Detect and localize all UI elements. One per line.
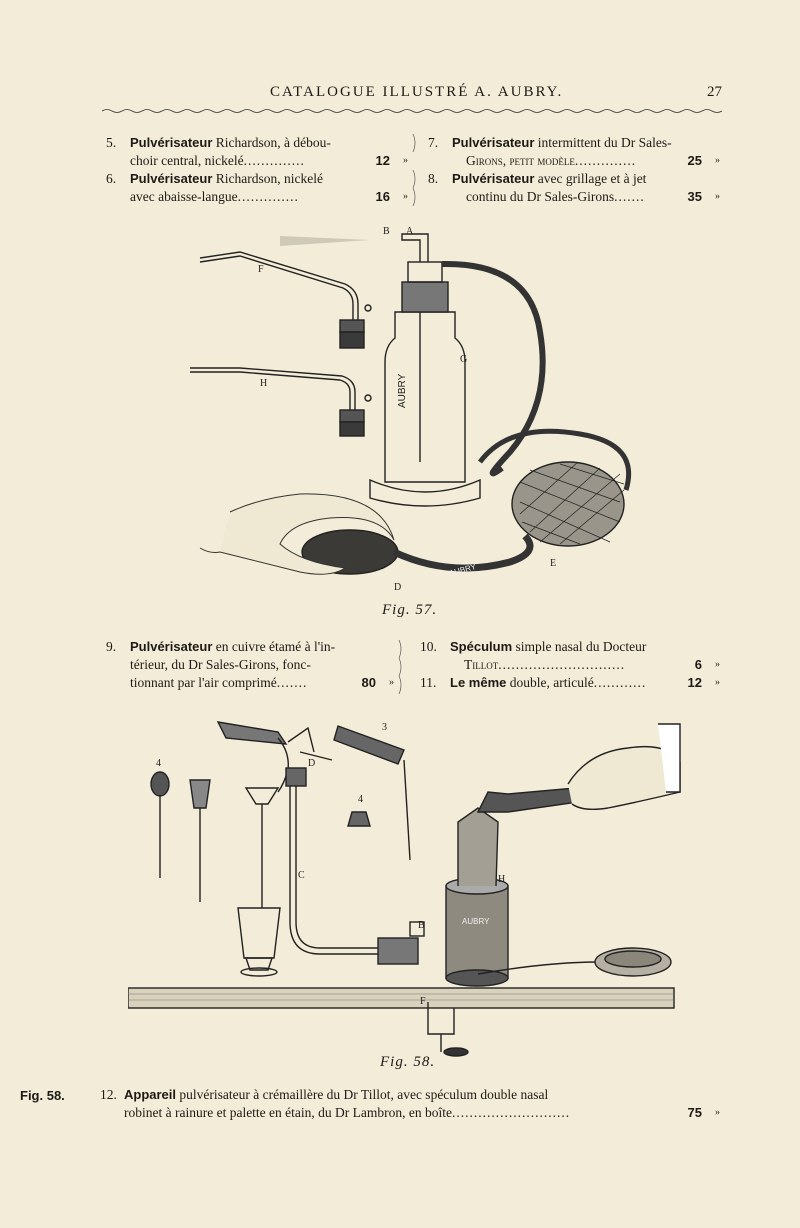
price-unit: » <box>403 191 408 202</box>
entry-desc: avec grillage et à jet <box>534 171 647 186</box>
entry-desc: Tillot <box>464 657 499 672</box>
entry-name: Appareil <box>124 1087 177 1102</box>
catalogue-entry-9-line3: tionnant par l'air comprimé....... 80 » <box>130 675 394 690</box>
figure-57-caption: Fig. 57. <box>382 602 438 618</box>
entry-name: Spéculum <box>450 639 513 654</box>
label-d: D <box>308 758 316 769</box>
entry-number: 8. <box>428 171 439 186</box>
entry-desc: avec abaisse-langue <box>130 189 238 204</box>
entries-block3 <box>100 1086 720 1122</box>
label-d: D <box>394 582 402 593</box>
entries-block1-right <box>428 134 720 206</box>
entry-number: 6. <box>106 171 117 186</box>
catalogue-entry-8 <box>428 170 720 188</box>
catalogue-entry-7 <box>428 134 720 152</box>
catalogue-entry-6-line2: avec abaisse-langue.............. 16 » <box>130 189 408 204</box>
entry-price: 25 <box>687 153 702 168</box>
entry-desc: double, articulé <box>506 675 594 690</box>
entry-price: 35 <box>687 189 702 204</box>
entry-desc: pulvérisateur à crémaillère du Dr Tillot, avec spéculum double nasal <box>176 1087 549 1102</box>
label-b: B <box>383 226 390 237</box>
entry-desc: robinet à rainure et palette en étain, du Dr Lambron, en boîte <box>124 1105 452 1120</box>
catalogue-entry-10-line2: Tillot............................. 6 » <box>464 657 720 672</box>
catalogue-entry-9 <box>106 638 394 656</box>
entry-desc: Richardson, à débou- <box>212 135 331 150</box>
entry-desc: tionnant par l'air comprimé <box>130 675 277 690</box>
label-e: E <box>550 558 557 569</box>
catalogue-entry-10 <box>420 638 720 656</box>
entry-price: 12 <box>375 153 390 168</box>
entry-price: 16 <box>375 189 390 204</box>
label-h: H <box>498 874 506 885</box>
entry-desc: en cuivre étamé à l'in- <box>212 639 336 654</box>
entry-number: 10. <box>420 639 437 654</box>
label-b: B <box>418 920 425 931</box>
entry-desc: choir central, nickelé <box>130 153 244 168</box>
catalogue-entry-9-line2 <box>106 656 394 674</box>
label-4-left: 4 <box>156 758 161 769</box>
entry-name: Pulvérisateur <box>130 639 213 654</box>
catalogue-entry-12-line2: robinet à rainure et palette en étain, du Dr Lambron, en boîte........................... 75 » <box>124 1105 720 1120</box>
label-f: F <box>258 264 264 275</box>
entry-name: Pulvérisateur <box>452 135 535 150</box>
label-c: C <box>298 870 305 881</box>
catalogue-entry-5-line2: choir central, nickelé.............. 12 » <box>130 153 408 168</box>
entry-price: 75 <box>687 1105 702 1120</box>
price-unit: » <box>715 677 720 688</box>
entry-price: 12 <box>687 675 702 690</box>
price-unit: » <box>715 1107 720 1118</box>
entry-number: 7. <box>428 135 439 150</box>
price-unit: » <box>715 155 720 166</box>
cylinder-brand-mark: AUBRY <box>462 917 490 926</box>
label-3: 3 <box>382 722 387 733</box>
figure-58-caption: Fig. 58. <box>380 1054 436 1070</box>
entry-desc: continu du Dr Sales-Girons <box>466 189 615 204</box>
side-figure-label: Fig. 58. <box>20 1088 65 1103</box>
catalogue-entry-6 <box>106 170 408 188</box>
catalogue-entry-5 <box>106 134 408 152</box>
figure-57-illustration <box>180 222 650 594</box>
entry-price: 80 <box>361 675 376 690</box>
price-unit: » <box>715 191 720 202</box>
label-h: H <box>260 378 268 389</box>
page-number: 27 <box>707 84 722 100</box>
entry-name: Le même <box>450 675 507 690</box>
price-unit: » <box>389 677 394 688</box>
entry-desc: simple nasal du Docteur <box>512 639 647 654</box>
figure-58-illustration <box>128 712 688 1058</box>
entries-block1-left <box>106 134 408 206</box>
entry-number: 12. <box>100 1087 117 1102</box>
label-f: F <box>420 996 426 1007</box>
entries-block2-left <box>106 638 394 692</box>
entry-name: Pulvérisateur <box>130 135 213 150</box>
catalogue-entry-12 <box>100 1086 720 1104</box>
entry-desc: Girons, petit modèle <box>466 153 575 168</box>
entry-name: Pulvérisateur <box>130 171 213 186</box>
catalogue-title: CATALOGUE ILLUSTRÉ A. AUBRY. <box>270 84 564 100</box>
tube-brand-mark: AUBRY <box>448 562 478 578</box>
price-unit: » <box>403 155 408 166</box>
brace-divider <box>410 134 420 206</box>
label-4-right: 4 <box>358 794 363 805</box>
brace-divider <box>396 640 406 694</box>
price-unit: » <box>715 659 720 670</box>
catalogue-entry-8-line2: continu du Dr Sales-Girons....... 35 » <box>466 189 720 204</box>
entry-number: 11. <box>420 675 437 690</box>
label-g: G <box>460 354 468 365</box>
entry-desc: Richardson, nickelé <box>212 171 323 186</box>
catalogue-entry-7-line2: Girons, petit modèle.............. 25 » <box>466 153 720 168</box>
catalogue-entry-11: 11. Le même double, articulé............ 12 » <box>420 675 720 690</box>
header-rule <box>102 108 722 114</box>
entry-number: 9. <box>106 639 117 654</box>
entries-block2-right <box>420 638 720 692</box>
bottle-brand-mark: AUBRY <box>397 373 408 408</box>
page-header <box>100 84 722 106</box>
entry-desc: intermittent du Dr Sales- <box>534 135 672 150</box>
label-a: A <box>406 226 414 237</box>
entry-desc: térieur, du Dr Sales-Girons, fonc- <box>130 657 311 672</box>
entry-price: 6 <box>694 657 702 672</box>
entry-number: 5. <box>106 135 117 150</box>
entry-name: Pulvérisateur <box>452 171 535 186</box>
